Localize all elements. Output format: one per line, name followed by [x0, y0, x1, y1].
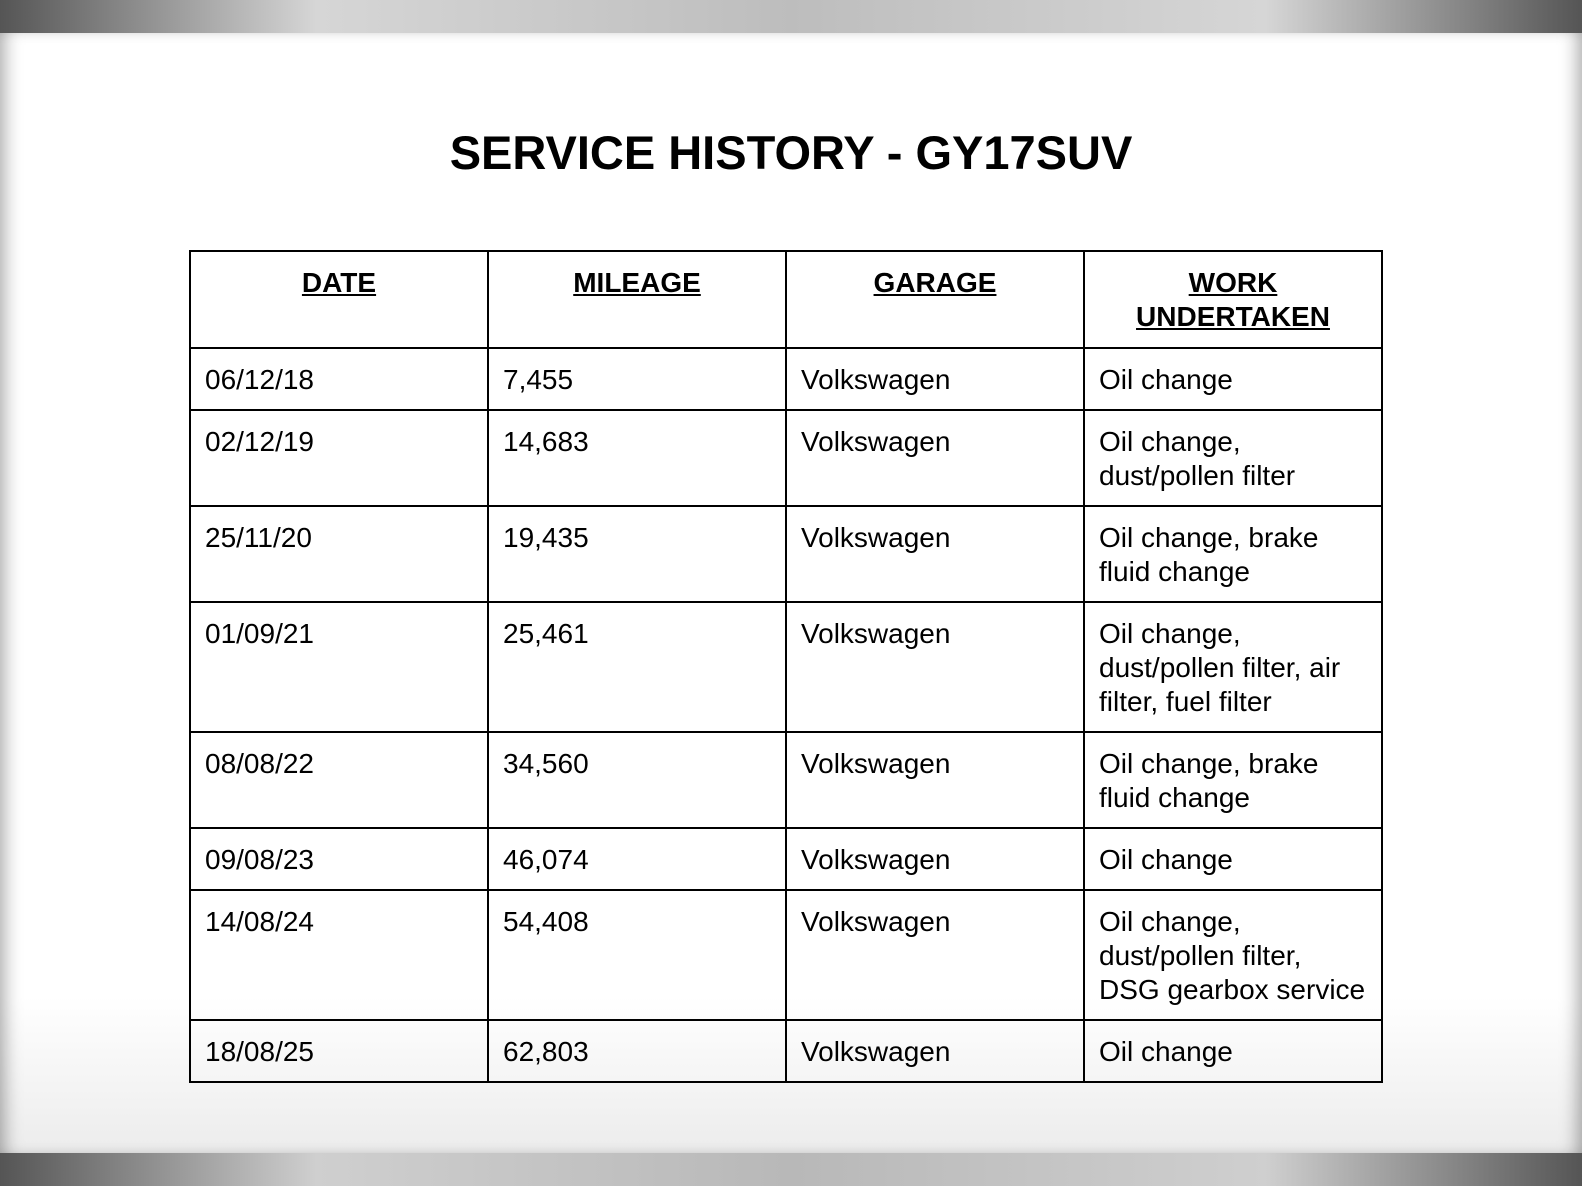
- cell-work: Oil change, dust/pollen filter, DSG gearbox service: [1084, 890, 1382, 1020]
- cell-garage: Volkswagen: [786, 828, 1084, 890]
- cell-garage: Volkswagen: [786, 506, 1084, 602]
- cell-mileage: 25,461: [488, 602, 786, 732]
- header-date: DATE: [190, 251, 488, 348]
- cell-mileage: 62,803: [488, 1020, 786, 1082]
- table-row: [190, 1020, 1382, 1082]
- cell-mileage: 7,455: [488, 348, 786, 410]
- cell-date: 25/11/20: [190, 506, 488, 602]
- cell-mileage: 54,408: [488, 890, 786, 1020]
- cell-garage: Volkswagen: [786, 410, 1084, 506]
- header-work-undertaken: WORK UNDERTAKEN: [1084, 251, 1382, 348]
- cell-work: Oil change: [1084, 348, 1382, 410]
- cell-date: 08/08/22: [190, 732, 488, 828]
- cell-date: 14/08/24: [190, 890, 488, 1020]
- table-row: [190, 348, 1382, 410]
- table-row: [190, 828, 1382, 890]
- bottom-frame-bar: [0, 1153, 1582, 1186]
- cell-work: Oil change: [1084, 1020, 1382, 1082]
- cell-date: 06/12/18: [190, 348, 488, 410]
- table-row: [190, 410, 1382, 506]
- table-row: [190, 506, 1382, 602]
- service-history-table: [189, 250, 1383, 1083]
- header-garage: GARAGE: [786, 251, 1084, 348]
- cell-garage: Volkswagen: [786, 602, 1084, 732]
- cell-mileage: 34,560: [488, 732, 786, 828]
- cell-mileage: 19,435: [488, 506, 786, 602]
- cell-mileage: 46,074: [488, 828, 786, 890]
- cell-mileage: 14,683: [488, 410, 786, 506]
- cell-work: Oil change, brake fluid change: [1084, 732, 1382, 828]
- table-header-row: [190, 251, 1382, 348]
- document-title: SERVICE HISTORY - GY17SUV: [449, 126, 1133, 179]
- header-mileage: MILEAGE: [488, 251, 786, 348]
- cell-garage: Volkswagen: [786, 890, 1084, 1020]
- document-page: [0, 33, 1582, 1153]
- table-row: [190, 732, 1382, 828]
- table-row: [190, 602, 1382, 732]
- cell-garage: Volkswagen: [786, 348, 1084, 410]
- cell-work: Oil change: [1084, 828, 1382, 890]
- cell-work: Oil change, brake fluid change: [1084, 506, 1382, 602]
- cell-work: Oil change, dust/pollen filter: [1084, 410, 1382, 506]
- cell-date: 18/08/25: [190, 1020, 488, 1082]
- cell-date: 09/08/23: [190, 828, 488, 890]
- cell-work: Oil change, dust/pollen filter, air filter, fuel filter: [1084, 602, 1382, 732]
- cell-garage: Volkswagen: [786, 1020, 1084, 1082]
- cell-date: 01/09/21: [190, 602, 488, 732]
- table-row: [190, 890, 1382, 1020]
- cell-garage: Volkswagen: [786, 732, 1084, 828]
- top-frame-bar: [0, 0, 1582, 33]
- cell-date: 02/12/19: [190, 410, 488, 506]
